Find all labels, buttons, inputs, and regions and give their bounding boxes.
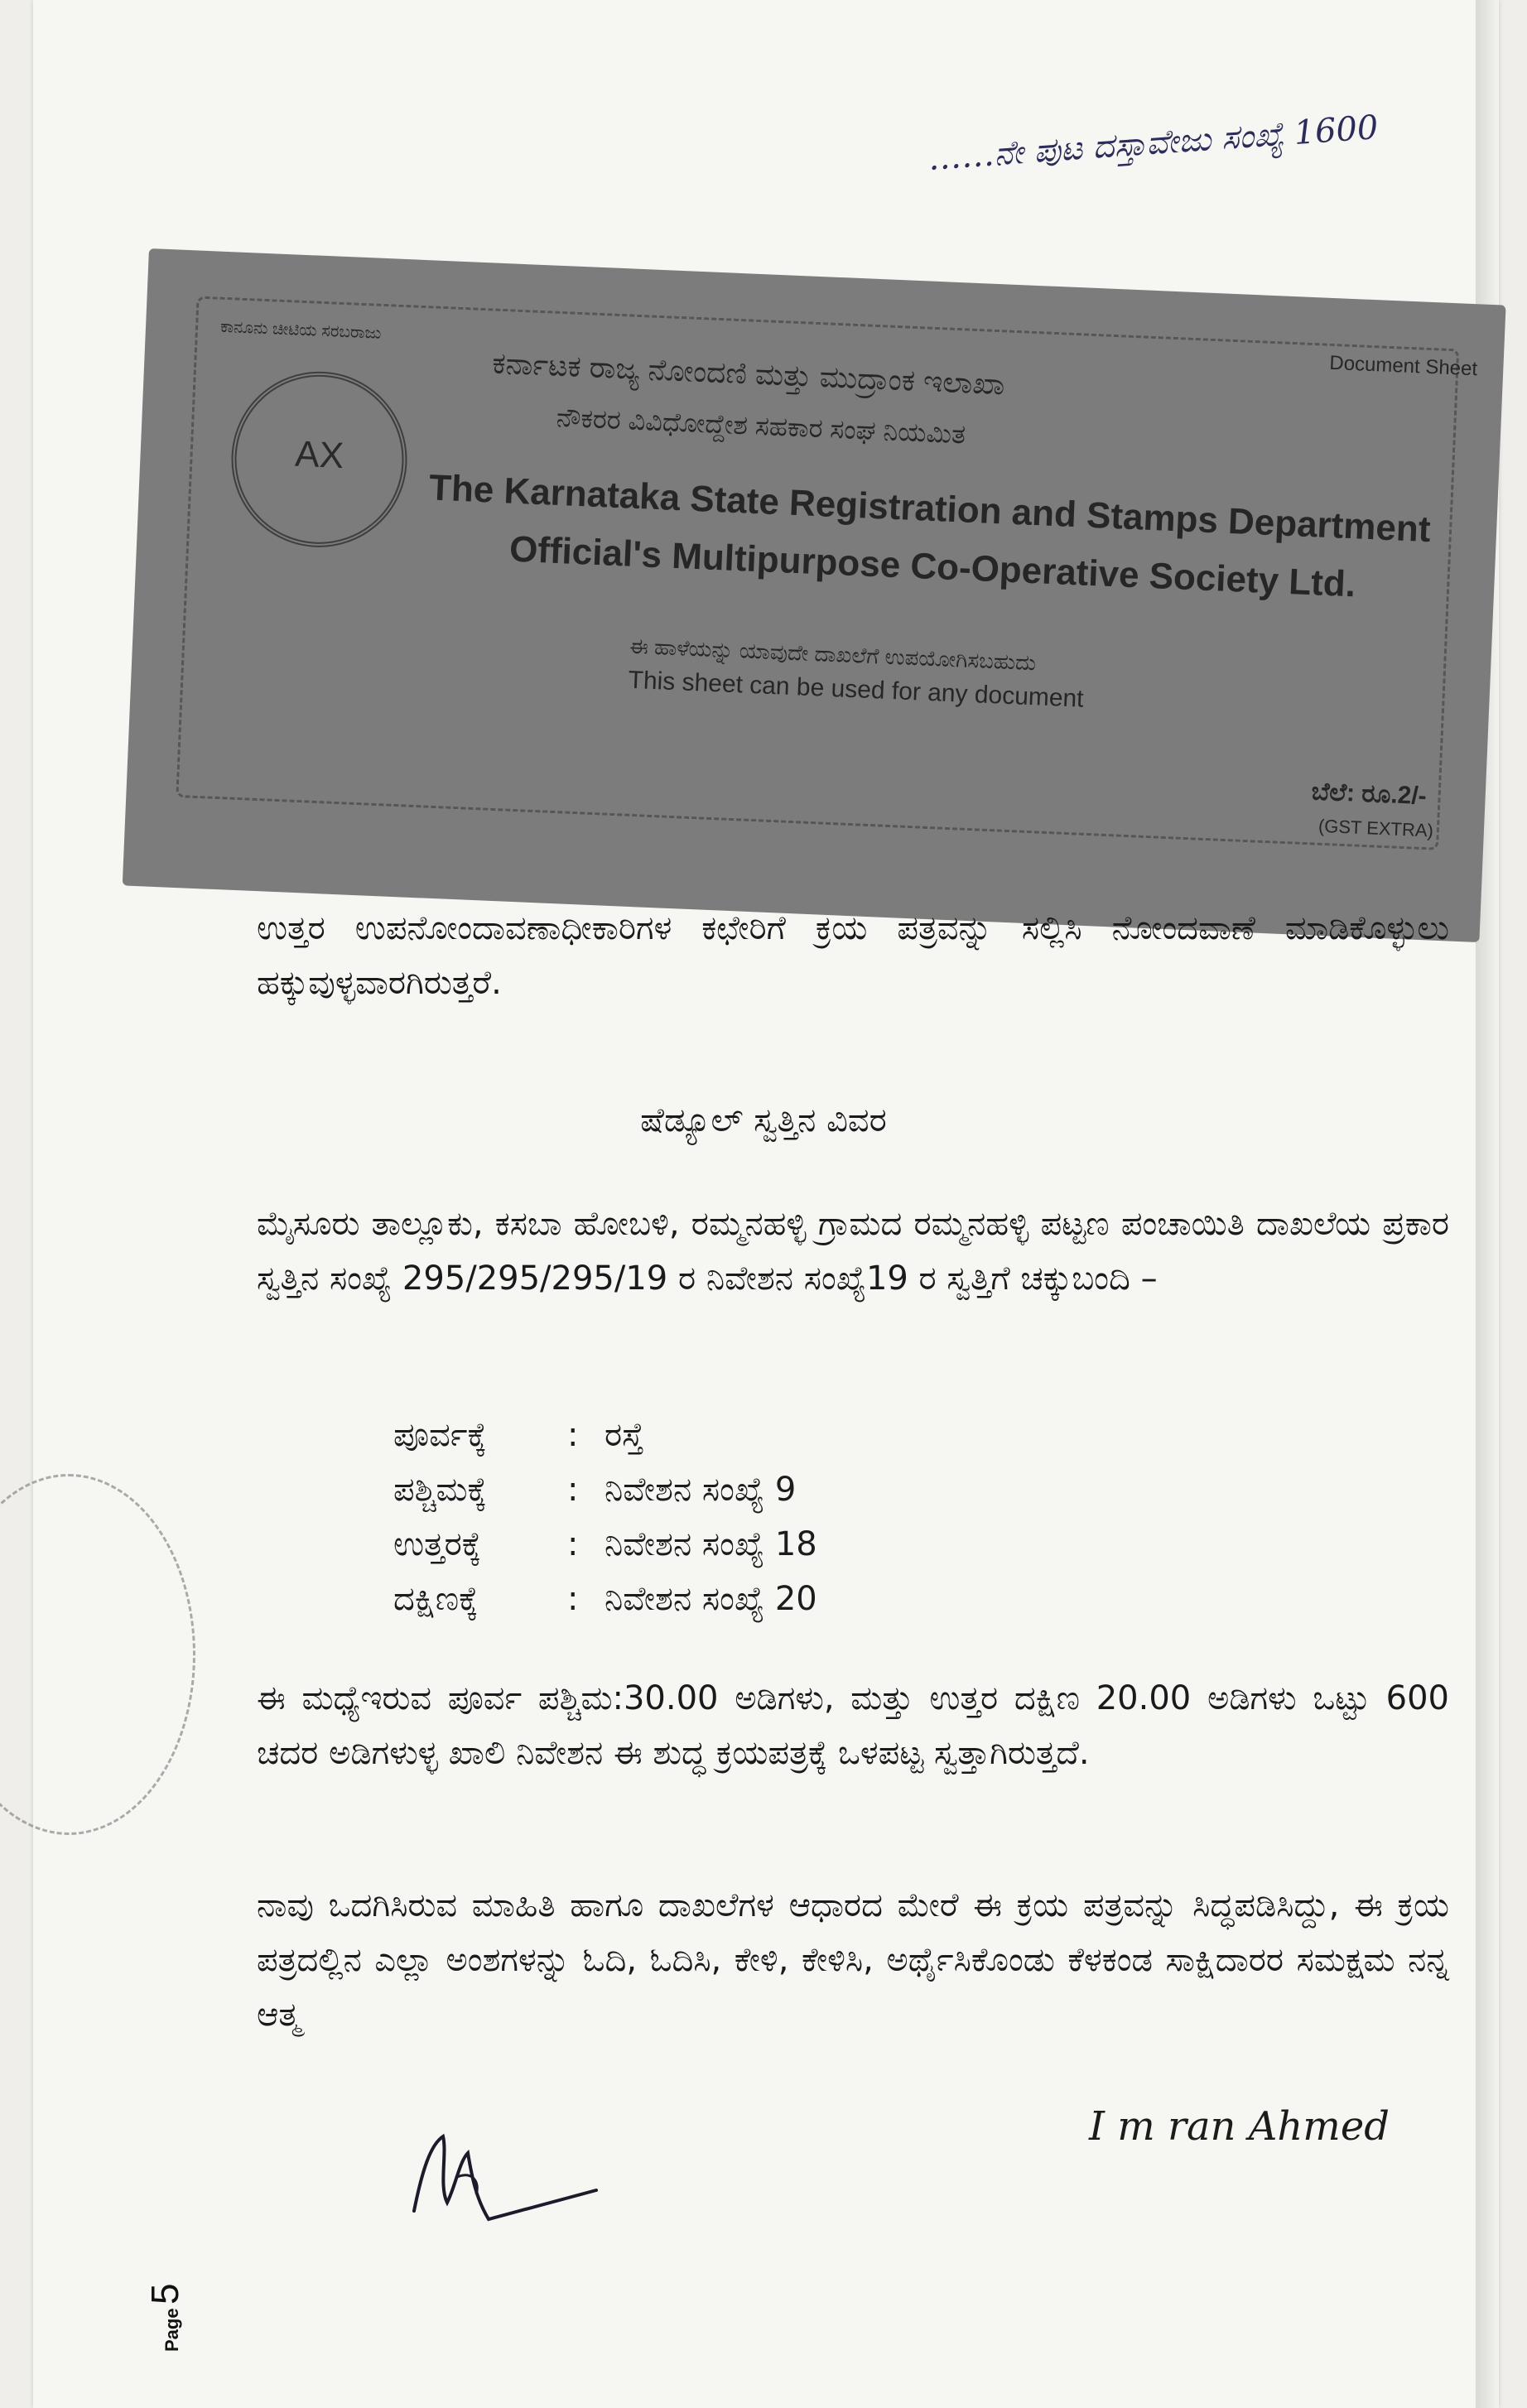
page-label: Page [161, 2308, 182, 2352]
usage-note-kannada: ಈ ಹಾಳೆಯನ್ನು ಯಾವುದೇ ದಾಖಲೆಗೆ ಉಪಯೋಗಿಸಬಹುದು [629, 633, 1037, 676]
boundary-direction: ಉತ್ತರಕ್ಕೆ [393, 1525, 482, 1563]
boundary-separator: : [567, 1580, 579, 1618]
boundary-separator: : [567, 1471, 579, 1509]
property-location-paragraph: ಮೈಸೂರು ತಾಲ್ಲೂಕು, ಕಸಬಾ ಹೋಬಳಿ, ರಮ್ಮನಹಳ್ಳಿ ಗ್ರಾಮದ ರಮ್ಮನಹಳ್ಳಿ ಪಟ್ಟಣ ಪಂಚಾಯಿತಿ ದಾಖಲೆಯ ಪ್ರಕಾರ ಸ್ವತ್ತಿನ ಸಂಖ್ಯೆ 295/295/295/19 ರ ನಿವೇಶನ ಸಂಖ್ಯೆ19 ರ ಸ್ವತ್ತಿಗೆ ಚಕ್ಕುಬಂದಿ – [257, 1205, 1449, 1298]
document-sheet-label: Document Sheet [1328, 351, 1478, 381]
boundary-row-south [393, 1572, 817, 1626]
boundary-value: ನಿವೇಶನ ಸಂಖ್ಯೆ 18 [605, 1525, 817, 1563]
boundary-row-north [393, 1517, 817, 1572]
buyer-signature: I m ran Ahmed [1089, 2103, 1390, 2150]
declaration-paragraph: ನಾವು ಒದಗಿಸಿರುವ ಮಾಹಿತಿ ಹಾಗೂ ದಾಖಲೆಗಳ ಆಧಾರದ ಮೇರೆ ಈ ಕ್ರಯ ಪತ್ರವನ್ನು ಸಿದ್ಧಪಡಿಸಿದ್ದು, ಈ ಕ್ರಯ ಪತ್ರದಲ್ಲಿನ ಎಲ್ಲಾ ಅಂಶಗಳನ್ನು ಓದಿ, ಓದಿಸಿ, ಕೇಳಿ, ಕೇಳಿಸಿ, ಅರ್ಥೈಸಿಕೊಂಡು ಕೆಳಕಂಡ ಸಾಕ್ಷಿದಾರರ ಸಮಕ್ಷಮ ನನ್ನ ಆತ್ಮ [257, 1886, 1449, 2034]
society-title-kannada: ನೌಕರರ ವಿವಿಧೋದ್ದೇಶ ಸಹಕಾರ ಸಂಘ ನಿಯಮಿತ [556, 402, 966, 450]
stamp-small-label: ಕಾನೂನು ಚೀಟಿಯ ಸರಬರಾಜು [219, 317, 382, 343]
seal-text: AX [294, 433, 345, 477]
gst-note: (GST EXTRA) [1317, 815, 1434, 841]
seller-signature [397, 2120, 613, 2236]
handwritten-page-note: ……ನೇ ಪುಟ ದಸ್ತಾವೇಜು ಸಂಖ್ಯೆ 1600 [927, 108, 1380, 178]
boundary-separator: : [567, 1525, 579, 1563]
schedule-heading: ಷೆಡ್ಯೂಲ್ ಸ್ವತ್ತಿನ ವಿವರ [640, 1101, 887, 1139]
boundary-row-east [393, 1408, 817, 1462]
stamp-paper-header [123, 248, 1506, 942]
boundary-direction: ದಕ್ಷಿಣಕ್ಕೆ [393, 1580, 479, 1618]
boundary-separator: : [567, 1416, 579, 1454]
property-dimensions-paragraph: ಈ ಮಧ್ಯೆಇರುವ ಪೂರ್ವ ಪಶ್ಚಿಮ:30.00 ಅಡಿಗಳು, ಮತ್ತು ಉತ್ತರ ದಕ್ಷಿಣ 20.00 ಅಡಿಗಳು ಒಟ್ಟು 600 ಚದರ ಅಡಿಗಳುಳ್ಳ ಖಾಲಿ ನಿವೇಶನ ಈ ಶುದ್ಧ ಕ್ರಯಪತ್ರಕ್ಕೆ ಒಳಪಟ್ಟ ಸ್ವತ್ತಾಗಿರುತ್ತದೆ. [257, 1679, 1449, 1772]
boundary-value: ನಿವೇಶನ ಸಂಖ್ಯೆ 9 [605, 1471, 797, 1509]
boundary-value: ನಿವೇಶನ ಸಂಖ್ಯೆ 20 [605, 1580, 817, 1618]
page-number-value: 5 [143, 2283, 186, 2304]
usage-note-english: This sheet can be used for any document [627, 666, 1085, 713]
stamp-price: ಬೆಲೆ: ರೂ.2/- [1311, 778, 1428, 811]
boundary-direction: ಪಶ್ಚಿಮಕ್ಕೆ [393, 1471, 487, 1509]
department-title-english: The Karnataka State Registration and Stamps Department [428, 467, 1432, 551]
boundary-direction: ಪೂರ್ವಕ್ಕೆ [393, 1416, 487, 1454]
boundary-value: ರಸ್ತೆ [605, 1416, 644, 1454]
boundaries-list [393, 1408, 817, 1626]
boundary-row-west [393, 1462, 817, 1517]
registration-paragraph: ಉತ್ತರ ಉಪನೋಂದಾವಣಾಧೀಕಾರಿಗಳ ಕಛೇರಿಗೆ ಕ್ರಯ ಪತ್ರವನ್ನು ಸಲ್ಲಿಸಿ ನೋಂದವಾಣೆ ಮಾಡಿಕೊಳ್ಳುಲು ಹಕ್ಕುವುಳ್ಳವಾರಗಿರುತ್ತರೆ. [257, 909, 1449, 1002]
society-title-english: Official's Multipurpose Co-Operative Society Ltd. [508, 528, 1356, 605]
department-title-kannada: ಕರ್ನಾಟಕ ರಾಜ್ಯ ನೋಂದಣಿ ಮತ್ತು ಮುದ್ರಾಂಕ ಇಲಾಖಾ [491, 345, 1006, 402]
page-number [142, 2283, 187, 2352]
